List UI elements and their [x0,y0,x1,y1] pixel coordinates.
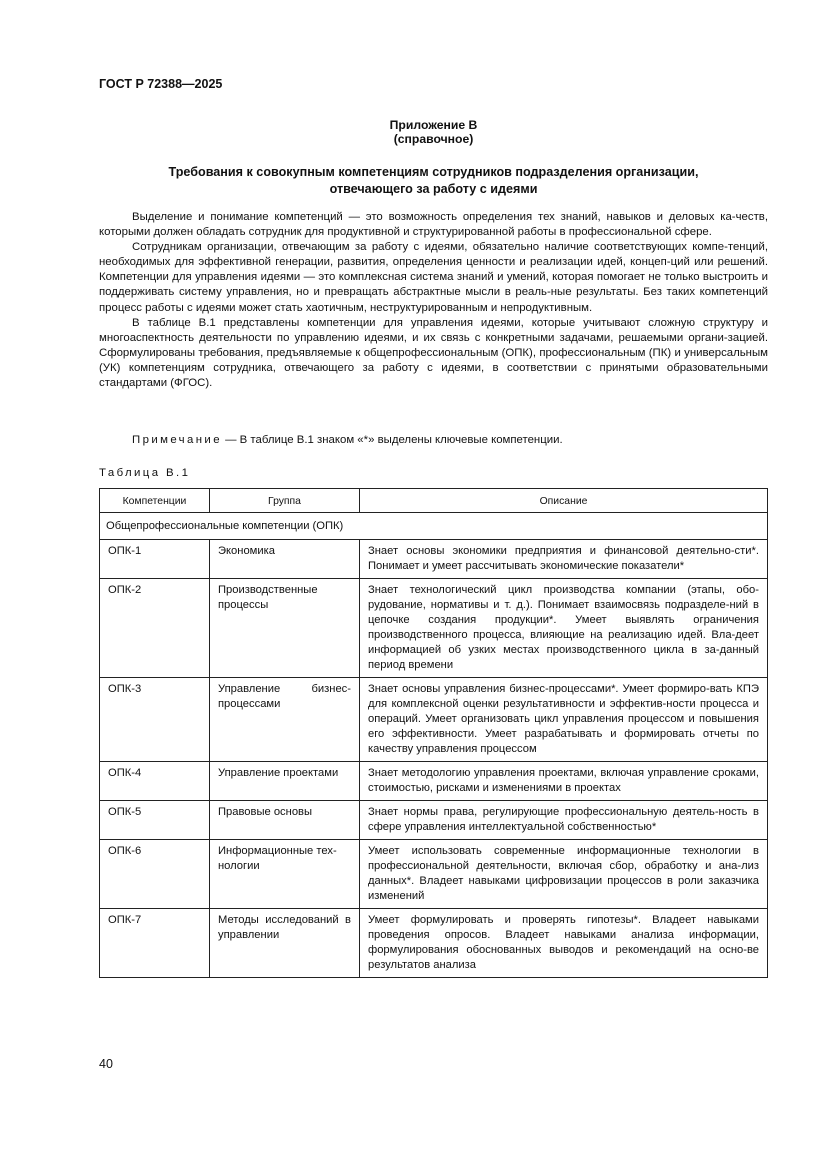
competency-code: ОПК-6 [100,840,210,909]
paragraph: Выделение и понимание компетенций — это возможность определения тех знаний, навыков и деловых ка-честв, которыми должен обладать сотрудник для продуктивной и структурированной работы в профессиональной сфере. [99,211,768,239]
body-text [99,210,768,391]
table-caption: Таблица В.1 [99,467,191,479]
competency-code: ОПК-3 [100,678,210,762]
table-row [100,762,768,801]
table-section-row [100,513,768,540]
note-text: — В таблице В.1 знаком «*» выделены ключевые компетенции. [221,434,563,446]
note-label: Примечание [132,434,222,446]
competency-description: Знает нормы права, регулирующие профессиональную деятель-ность в сфере управления интеллектуальной собственностью* [360,801,768,840]
competency-group: Производственные процессы [210,579,360,678]
competency-group: Информационные тех-нологии [210,840,360,909]
paragraph: Сотрудникам организации, отвечающим за работу с идеями, обязательно наличие соответствующих компе-тенций, необходимых для эффективной генерации, развития, определения ценности и реализации идей, концеп-ций или решений. Компетенции для управления идеями — это комплексная система знаний и умений, которая помогает не только выстроить и поддерживать систему управления, но и превращать абстрактные мысли в реаль-ные результаты. Без таких компетенций процесс работы с идеями может стать хаотичным, неструктурированным и непродуктивным. [99,241,768,314]
competency-code: ОПК-7 [100,909,210,978]
section-heading-line-1: Требования к совокупным компетенциям сотрудников подразделения организации, [168,165,699,179]
table-row [100,678,768,762]
competency-table [99,488,768,978]
table-row [100,840,768,909]
competency-code: ОПК-1 [100,540,210,579]
appendix-type: (справочное) [393,132,474,146]
section-heading [99,164,768,198]
competency-group: Управление бизнес-процессами [210,678,360,762]
column-header-group: Группа [210,489,360,513]
section-heading-line-2: отвечающего за работу с идеями [329,182,538,196]
table-header-row [100,489,768,513]
competency-description: Знает технологический цикл производства компании (этапы, обо-рудование, нормативы и т. д.). Понимает взаимосвязь подразделе-ний в цепочке создания продукции*. Умеет выявлять ограничения производственного процесса, влияющие на реализацию идей. Вла-деет информацией об узких местах производственного цикла в за-данный период времени [360,579,768,678]
note [99,433,768,448]
competency-group: Экономика [210,540,360,579]
competency-description: Знает основы экономики предприятия и финансовой деятельно-сти*. Понимает и умеет рассчитывать экономические показатели* [360,540,768,579]
competency-group: Управление проектами [210,762,360,801]
column-header-description: Описание [360,489,768,513]
competency-code: ОПК-4 [100,762,210,801]
competency-group: Правовые основы [210,801,360,840]
column-header-competencies: Компетенции [100,489,210,513]
table-row [100,801,768,840]
competency-description: Умеет использовать современные информационные технологии в профессиональной деятельности, включая сбор, обработку и ана-лиз данных*. Владеет навыками цифровизации процессов в роли заказчика изменений [360,840,768,909]
competency-group: Методы исследований в управлении [210,909,360,978]
page-number: 40 [99,1057,113,1071]
section-label: Общепрофессиональные компетенции (ОПК) [100,513,768,540]
table-row [100,579,768,678]
table-row [100,540,768,579]
competency-description: Знает методологию управления проектами, включая управление сроками, стоимостью, рисками и изменениями в проектах [360,762,768,801]
table-row [100,909,768,978]
competency-code: ОПК-5 [100,801,210,840]
paragraph: В таблице В.1 представлены компетенции для управления идеями, которые учитывают сложную структуру и многоаспектность деятельности по управлению идеями, и их связь с конкретными задачами, решаемыми органи-зацией. Сформулированы требования, предъявляемые к общепрофессиональным (ОПК), профессиональным (ПК) и универсальным (УК) компетенциям сотрудника, отвечающего за работу с идеями, в соответствии с принятыми образовательными стандартами (ФГОС). [99,316,768,390]
competency-code: ОПК-2 [100,579,210,678]
appendix-title: Приложение В [389,118,478,132]
competency-description: Знает основы управления бизнес-процессами*. Умеет формиро-вать КПЭ для комплексной оценки результативности и эффектив-ности процесса и операций. Умеет организовать цикл управления процессом и повышения его эффективности. Умеет разрабатывать и формировать отчеты по качеству управления процессом [360,678,768,762]
competency-description: Умеет формулировать и проверять гипотезы*. Владеет навыками проведения опросов. Владеет навыками анализа информации, формулирования обоснованных выводов и рекомендаций на осно-ве результатов анализа [360,909,768,978]
document-header: ГОСТ Р 72388—2025 [99,77,223,91]
